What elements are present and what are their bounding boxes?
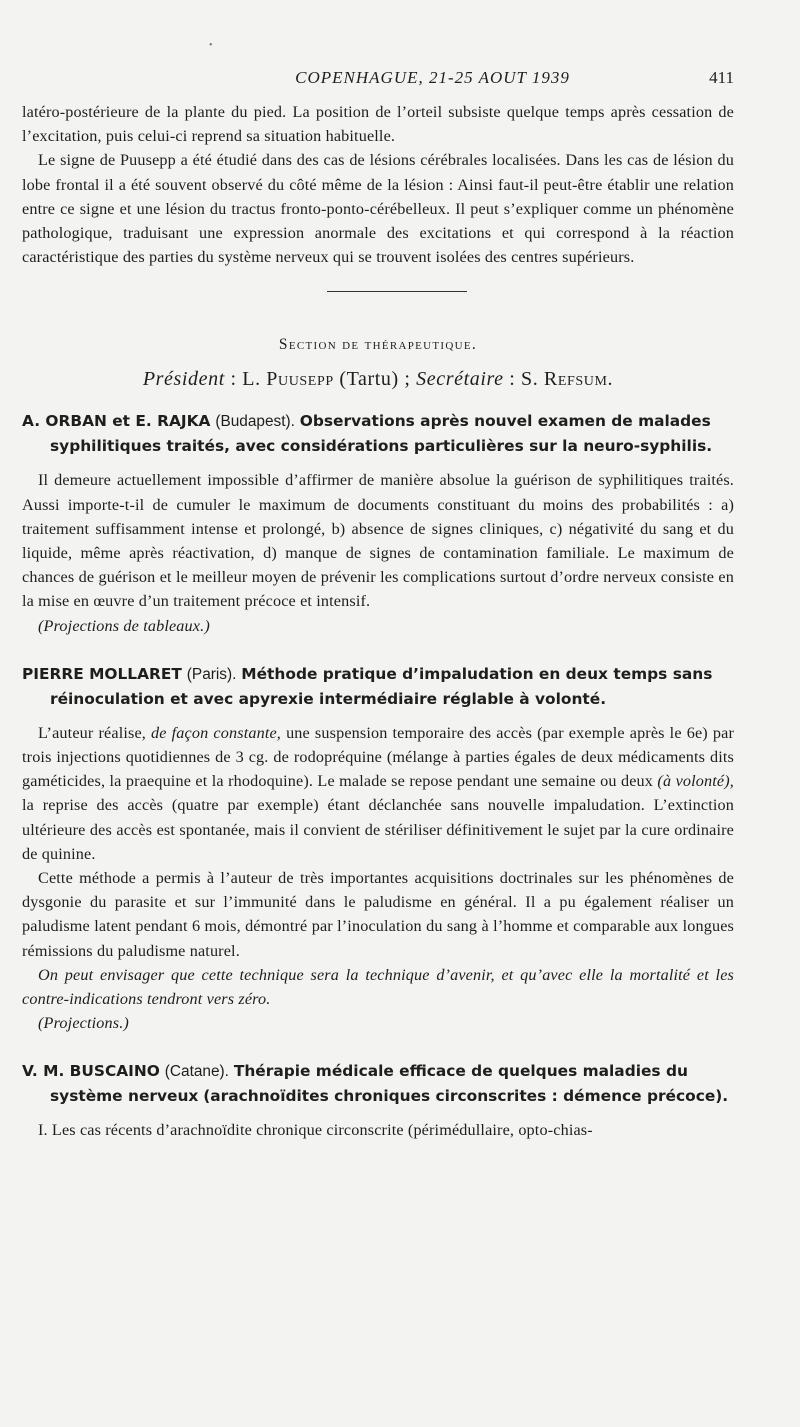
entry-body: I. Les cas récents d’arachnoïdite chronique circonscrite (périmédullaire, opto-chias- bbox=[38, 1121, 593, 1140]
body-emphasis: de façon constante, bbox=[151, 723, 282, 742]
secretary-label: Secrétaire bbox=[416, 368, 504, 391]
body-text: une suspension temporaire des accès (par exemple après le 6e) par trois injections quotidiennes de 3 cg. de rodopréquine (mélange à parties égales de deux médicaments dits gaméticides, la praequine et la rhodoquine). Le malade se repose pendant une semaine ou deux bbox=[22, 723, 734, 791]
entry-authors: A. ORBAN et E. RAJKA bbox=[22, 412, 211, 431]
president-label: Président bbox=[142, 368, 225, 391]
entry-heading-buscaino bbox=[22, 1059, 734, 1108]
entry-heading-mollaret bbox=[22, 662, 734, 711]
print-speck: • bbox=[209, 40, 213, 51]
running-title: COPENHAGUE, 21-25 AOUT 1939 bbox=[295, 68, 570, 87]
section-officers: Président : L. Puusepp (Tartu) ; Secrétaire : S. Refsum. bbox=[142, 368, 614, 391]
running-head bbox=[26, 68, 734, 88]
president-city: (Tartu) ; bbox=[339, 368, 411, 391]
entry-body-paragraph-3: On peut envisager que cette technique sera la technique d’avenir, et qu’avec elle la mortalité et les contre-indications tendront vers zéro. bbox=[22, 965, 734, 1009]
body-emphasis: (à volonté), bbox=[657, 772, 735, 791]
entry-city: (Paris). bbox=[186, 665, 237, 683]
entry-title: Thérapie médicale efficace de quelques maladies du système nerveux bbox=[50, 1062, 688, 1106]
entry-authors: V. M. BUSCAINO bbox=[22, 1062, 160, 1081]
president-initial: L. bbox=[242, 368, 261, 391]
entry-body-paragraph-2: Cette méthode a permis à l’auteur de très importantes acquisitions doctrinales sur les phénomènes de dysgonie du parasite et sur l’immunité dans le paludisme en général. Il a pu également réaliser un paludisme latent pendant 6 mois, démontré par l’inoculation du sang à l’homme et comparable aux longues rémissions du paludisme naturel. bbox=[22, 869, 734, 960]
entry-title: Méthode pratique d’impaludation en deux temps sans réinoculation et avec apyrexie intermédiaire réglable à volonté. bbox=[50, 664, 713, 708]
entry-title-continued: (arachnoïdites chroniques circonscrites : démence précoce). bbox=[203, 1087, 729, 1106]
entry-title: Observations après nouvel examen de malades syphilitiques traités, avec considérations particulières sur la neuro-syphilis. bbox=[50, 412, 713, 456]
secretary-initial: S. bbox=[520, 368, 539, 391]
secretary-name: Refsum. bbox=[543, 368, 614, 391]
section-divider bbox=[327, 291, 467, 292]
entry-body: Il demeure actuellement impossible d’affirmer de manière absolue la guérison de syphilitiques traités. Aussi importe-t-il de cumuler le maximum de documents constituant du moins des probabilités : a) traitement suffisamment intense et prolongé, b) absence de signes cliniques, c) négativité du sang et du liquide, même après réactivation, d) manque de signes de contamination familiale. Le maximum de chances de guérison et le meilleur moyen de prévenir les complications surtout d’ordre nerveux consiste en la mise en œuvre d’un traitement précoce et intensif. bbox=[22, 471, 734, 611]
page-number: 411 bbox=[709, 68, 734, 87]
intro-paragraph-2: Le signe de Puusepp a été étudié dans des cas de lésions cérébrales localisées. Dans les cas de lésion du lobe frontal il a été souvent observé du côté même de la lésion : Ainsi faut-il peut-être établir une relation entre ce signe et une lésion du tractus fronto-ponto-cérébelleux. Il peut s’expliquer comme un phénomène pathologique, traduisant une expression anormale des excitations et qui correspond à la réaction caractéristique des parties du système nerveux qui se trouvent isolées des centres supérieurs. bbox=[22, 151, 734, 267]
entry-projection-note: (Projections.) bbox=[38, 1014, 129, 1033]
entry-authors: PIERRE MOLLARET bbox=[22, 664, 182, 683]
entry-projection-note: (Projections de tableaux.) bbox=[38, 616, 210, 635]
body-text: L’auteur réalise, bbox=[38, 723, 146, 742]
entry-city: (Catane). bbox=[164, 1063, 229, 1081]
president-name: Puusepp bbox=[266, 368, 334, 391]
entry-city: (Budapest). bbox=[215, 413, 295, 431]
entry-body-paragraph-1 bbox=[22, 721, 734, 866]
body-text: la reprise des accès (quatre par exemple) étant déclanchée sans nouvelle impaludation. L’extinction ultérieure des accès est spontanée, mais il convient de stériliser définitivement le sujet par la cure ordinaire de quinine. bbox=[22, 796, 734, 863]
intro-paragraph-1: latéro-postérieure de la plante du pied. La position de l’orteil subsiste quelque temps après cessation de l’excitation, puis celui-ci reprend sa situation habituelle. bbox=[22, 103, 734, 146]
section-title: Section de thérapeutique. bbox=[278, 336, 478, 354]
entry-heading-orban-rajka bbox=[22, 409, 734, 458]
